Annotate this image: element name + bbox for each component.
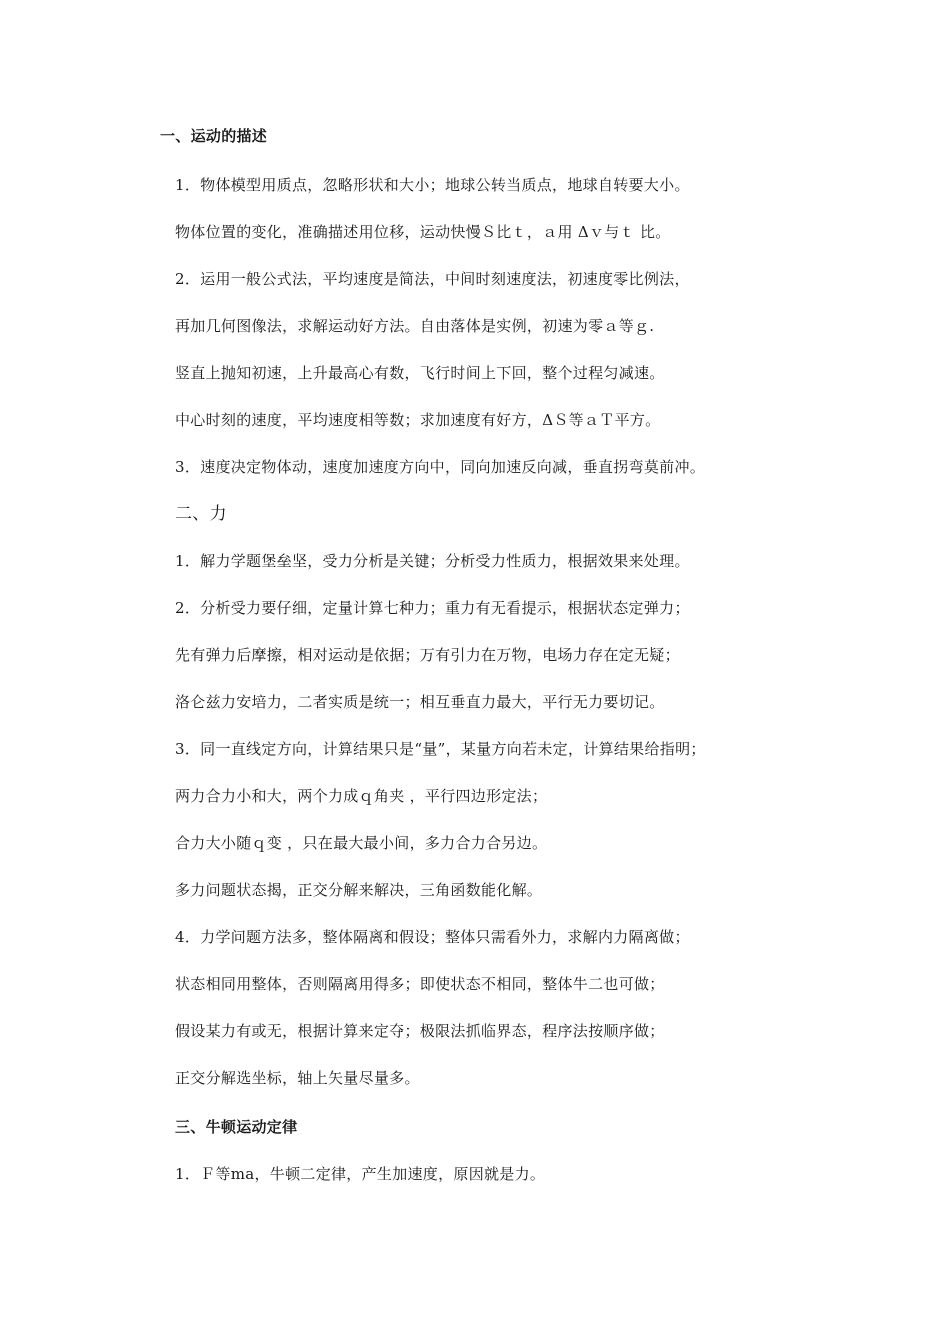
text-line: 正交分解选坐标，轴上矢量尽量多。 <box>175 1069 420 1087</box>
text-line: 4．力学问题方法多，整体隔离和假设；整体只需看外力，求解内力隔离做； <box>175 928 690 946</box>
text-line: 3．速度决定物体动，速度加速度方向中，同向加速反向减，垂直拐弯莫前冲。 <box>175 458 706 476</box>
text-line: 假设某力有或无，根据计算来定夺；极限法抓临界态，程序法按顺序做； <box>175 1022 665 1040</box>
text-line: 1．Ｆ等ma，牛顿二定律，产生加速度，原因就是力。 <box>175 1165 546 1183</box>
text-line: 2．运用一般公式法，平均速度是简法，中间时刻速度法，初速度零比例法， <box>175 270 690 288</box>
text-line: 两力合力小和大，两个力成ｑ角夹 ，平行四边形定法； <box>175 787 548 805</box>
text-line: 1．物体模型用质点，忽略形状和大小；地球公转当质点，地球自转要大小。 <box>175 176 690 194</box>
text-line: 3．同一直线定方向，计算结果只是“量”，某量方向若未定，计算结果给指明； <box>175 740 706 758</box>
text-line: 2．分析受力要仔细，定量计算七种力；重力有无看提示，根据状态定弹力； <box>175 599 690 617</box>
text-line: 状态相同用整体，否则隔离用得多；即使状态不相同，整体牛二也可做； <box>175 975 665 993</box>
text-line: 物体位置的变化，准确描述用位移，运动快慢Ｓ比ｔ，ａ用 Δｖ与ｔ 比。 <box>175 223 671 241</box>
text-line: 中心时刻的速度，平均速度相等数；求加速度有好方，ΔＳ等ａＴ平方。 <box>175 411 661 429</box>
section-heading-newton: 三、牛顿运动定律 <box>175 1118 298 1136</box>
text-line: 再加几何图像法，求解运动好方法。自由落体是实例，初速为零ａ等ｇ. <box>175 317 655 335</box>
section-heading-force: 二、力 <box>175 504 227 524</box>
text-line: 多力问题状态揭，正交分解来解决，三角函数能化解。 <box>175 881 543 899</box>
text-line: 1．解力学题堡垒坚，受力分析是关键；分析受力性质力，根据效果来处理。 <box>175 552 690 570</box>
text-line: 竖直上抛知初速，上升最高心有数，飞行时间上下回，整个过程匀减速。 <box>175 364 665 382</box>
text-line: 先有弹力后摩擦，相对运动是依据；万有引力在万物，电场力存在定无疑； <box>175 646 680 664</box>
text-line: 合力大小随ｑ变 ，只在最大最小间，多力合力合另边。 <box>175 834 548 852</box>
text-line: 洛仑兹力安培力，二者实质是统一；相互垂直力最大，平行无力要切记。 <box>175 693 665 711</box>
section-heading-motion: 一、运动的描述 <box>160 127 268 145</box>
